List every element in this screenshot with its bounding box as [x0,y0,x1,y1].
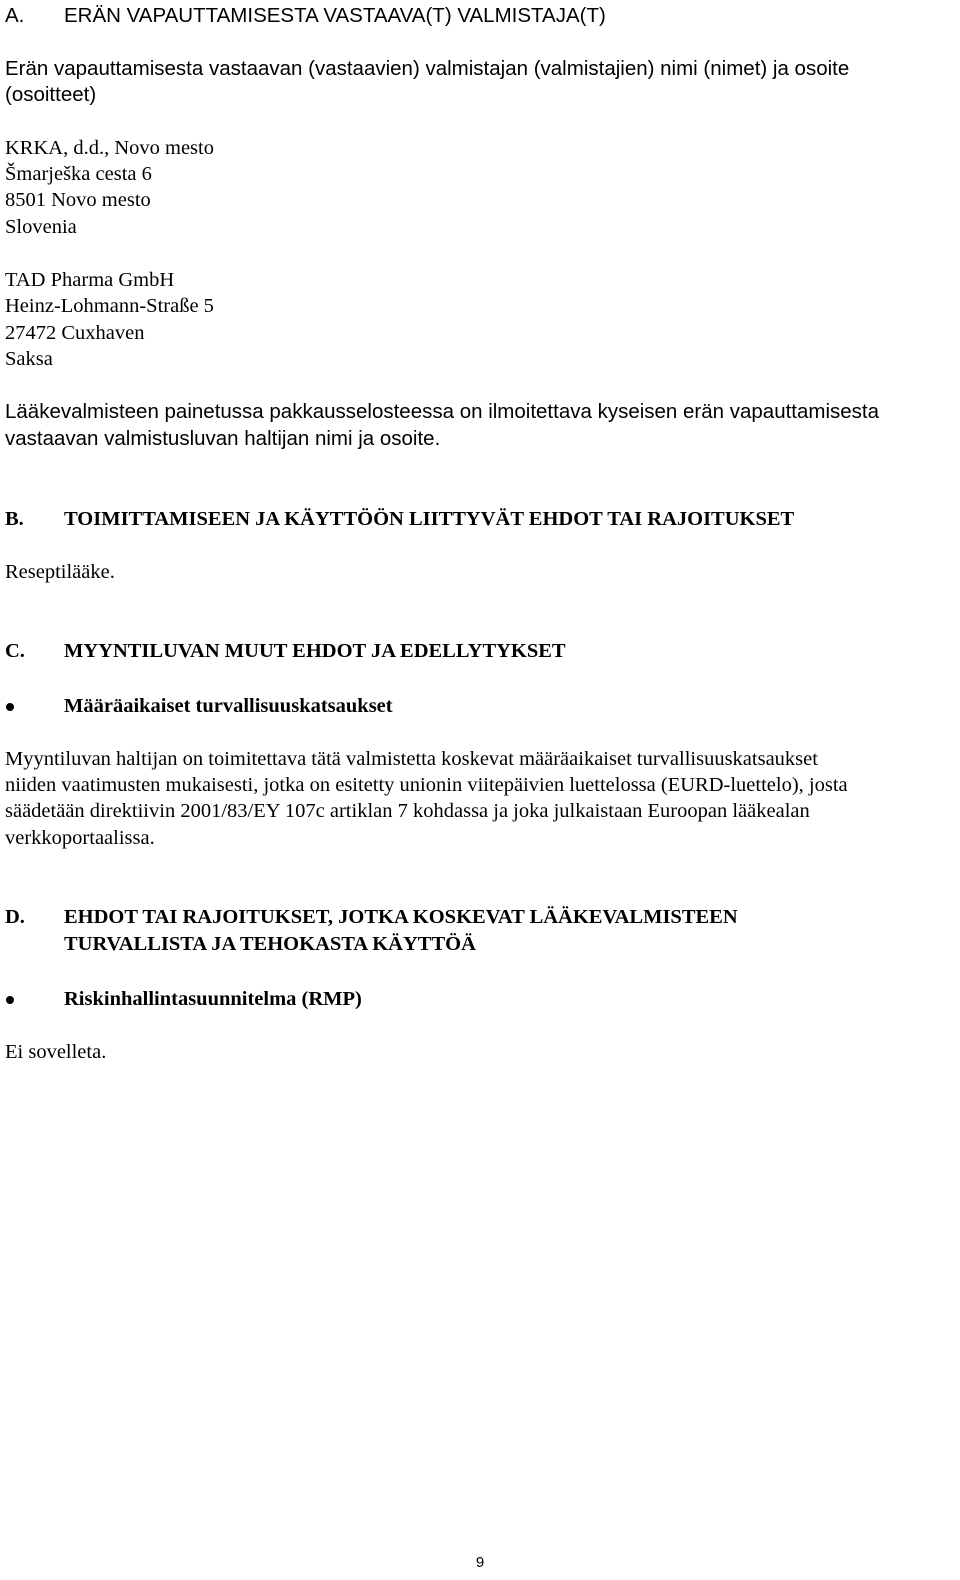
section-d-bullet-text: Riskinhallintasuunnitelma (RMP) [64,988,362,1010]
section-a-title: ERÄN VAPAUTTAMISESTA VASTAAVA(T) VALMISTAJA(T) [64,4,606,27]
manufacturer-2-street: Heinz-Lohmann-Straße 5 [5,295,214,317]
section-a-note-line2: vastaavan valmistusluvan haltijan nimi ja osoite. [5,427,441,450]
section-d-text: Ei sovelleta. [5,1041,107,1063]
page-number: 9 [475,1554,485,1571]
section-c-paragraph-line: säädetään direktiivin 2001/83/EY 107c artiklan 7 kohdassa ja joka julkaistaan Euroopan lääkealan [5,800,810,822]
section-a-subtitle-line1: Erän vapauttamisesta vastaavan (vastaavien) valmistajan (valmistajien) nimi (nimet) ja osoite [5,57,850,80]
section-d-letter: D. [5,906,25,928]
section-c-bullet-text: Määräaikaiset turvallisuuskatsaukset [64,695,393,717]
section-b-letter: B. [5,508,24,530]
section-a-letter: A. [5,4,25,27]
manufacturer-1-city: 8501 Novo mesto [5,189,151,211]
bullet-dot-icon [6,996,14,1004]
bullet-dot-icon [6,703,14,711]
section-b-title: TOIMITTAMISEEN JA KÄYTTÖÖN LIITTYVÄT EHDOT TAI RAJOITUKSET [64,508,795,530]
manufacturer-1-name: KRKA, d.d., Novo mesto [5,137,214,159]
manufacturer-2-city: 27472 Cuxhaven [5,322,145,344]
section-c-paragraph-line: niiden vaatimusten mukaisesti, jotka on esitetty unionin viitepäivien luettelossa (EURD-luettelo), josta [5,774,848,796]
section-c-title: MYYNTILUVAN MUUT EHDOT JA EDELLYTYKSET [64,640,566,662]
manufacturer-1-street: Šmarješka cesta 6 [5,163,152,185]
section-c-letter: C. [5,640,25,662]
manufacturer-2-name: TAD Pharma GmbH [5,269,175,291]
section-c-paragraph-line: Myyntiluvan haltijan on toimitettava tätä valmistetta koskevat määräaikaiset turvallisuuskatsaukset [5,748,818,770]
section-a-note-line1: Lääkevalmisteen painetussa pakkausselosteessa on ilmoitettava kyseisen erän vapauttamisesta [5,400,880,423]
section-c-paragraph-line: verkkoportaalissa. [5,827,155,849]
section-d-title-line1: EHDOT TAI RAJOITUKSET, JOTKA KOSKEVAT LÄÄKEVALMISTEEN [64,906,738,928]
section-a-subtitle-line2: (osoitteet) [5,83,97,106]
manufacturer-2-country: Saksa [5,348,53,370]
manufacturer-1-country: Slovenia [5,216,77,238]
section-d-title-line2: TURVALLISTA JA TEHOKASTA KÄYTTÖÄ [64,933,476,955]
section-b-text: Reseptilääke. [5,561,115,583]
